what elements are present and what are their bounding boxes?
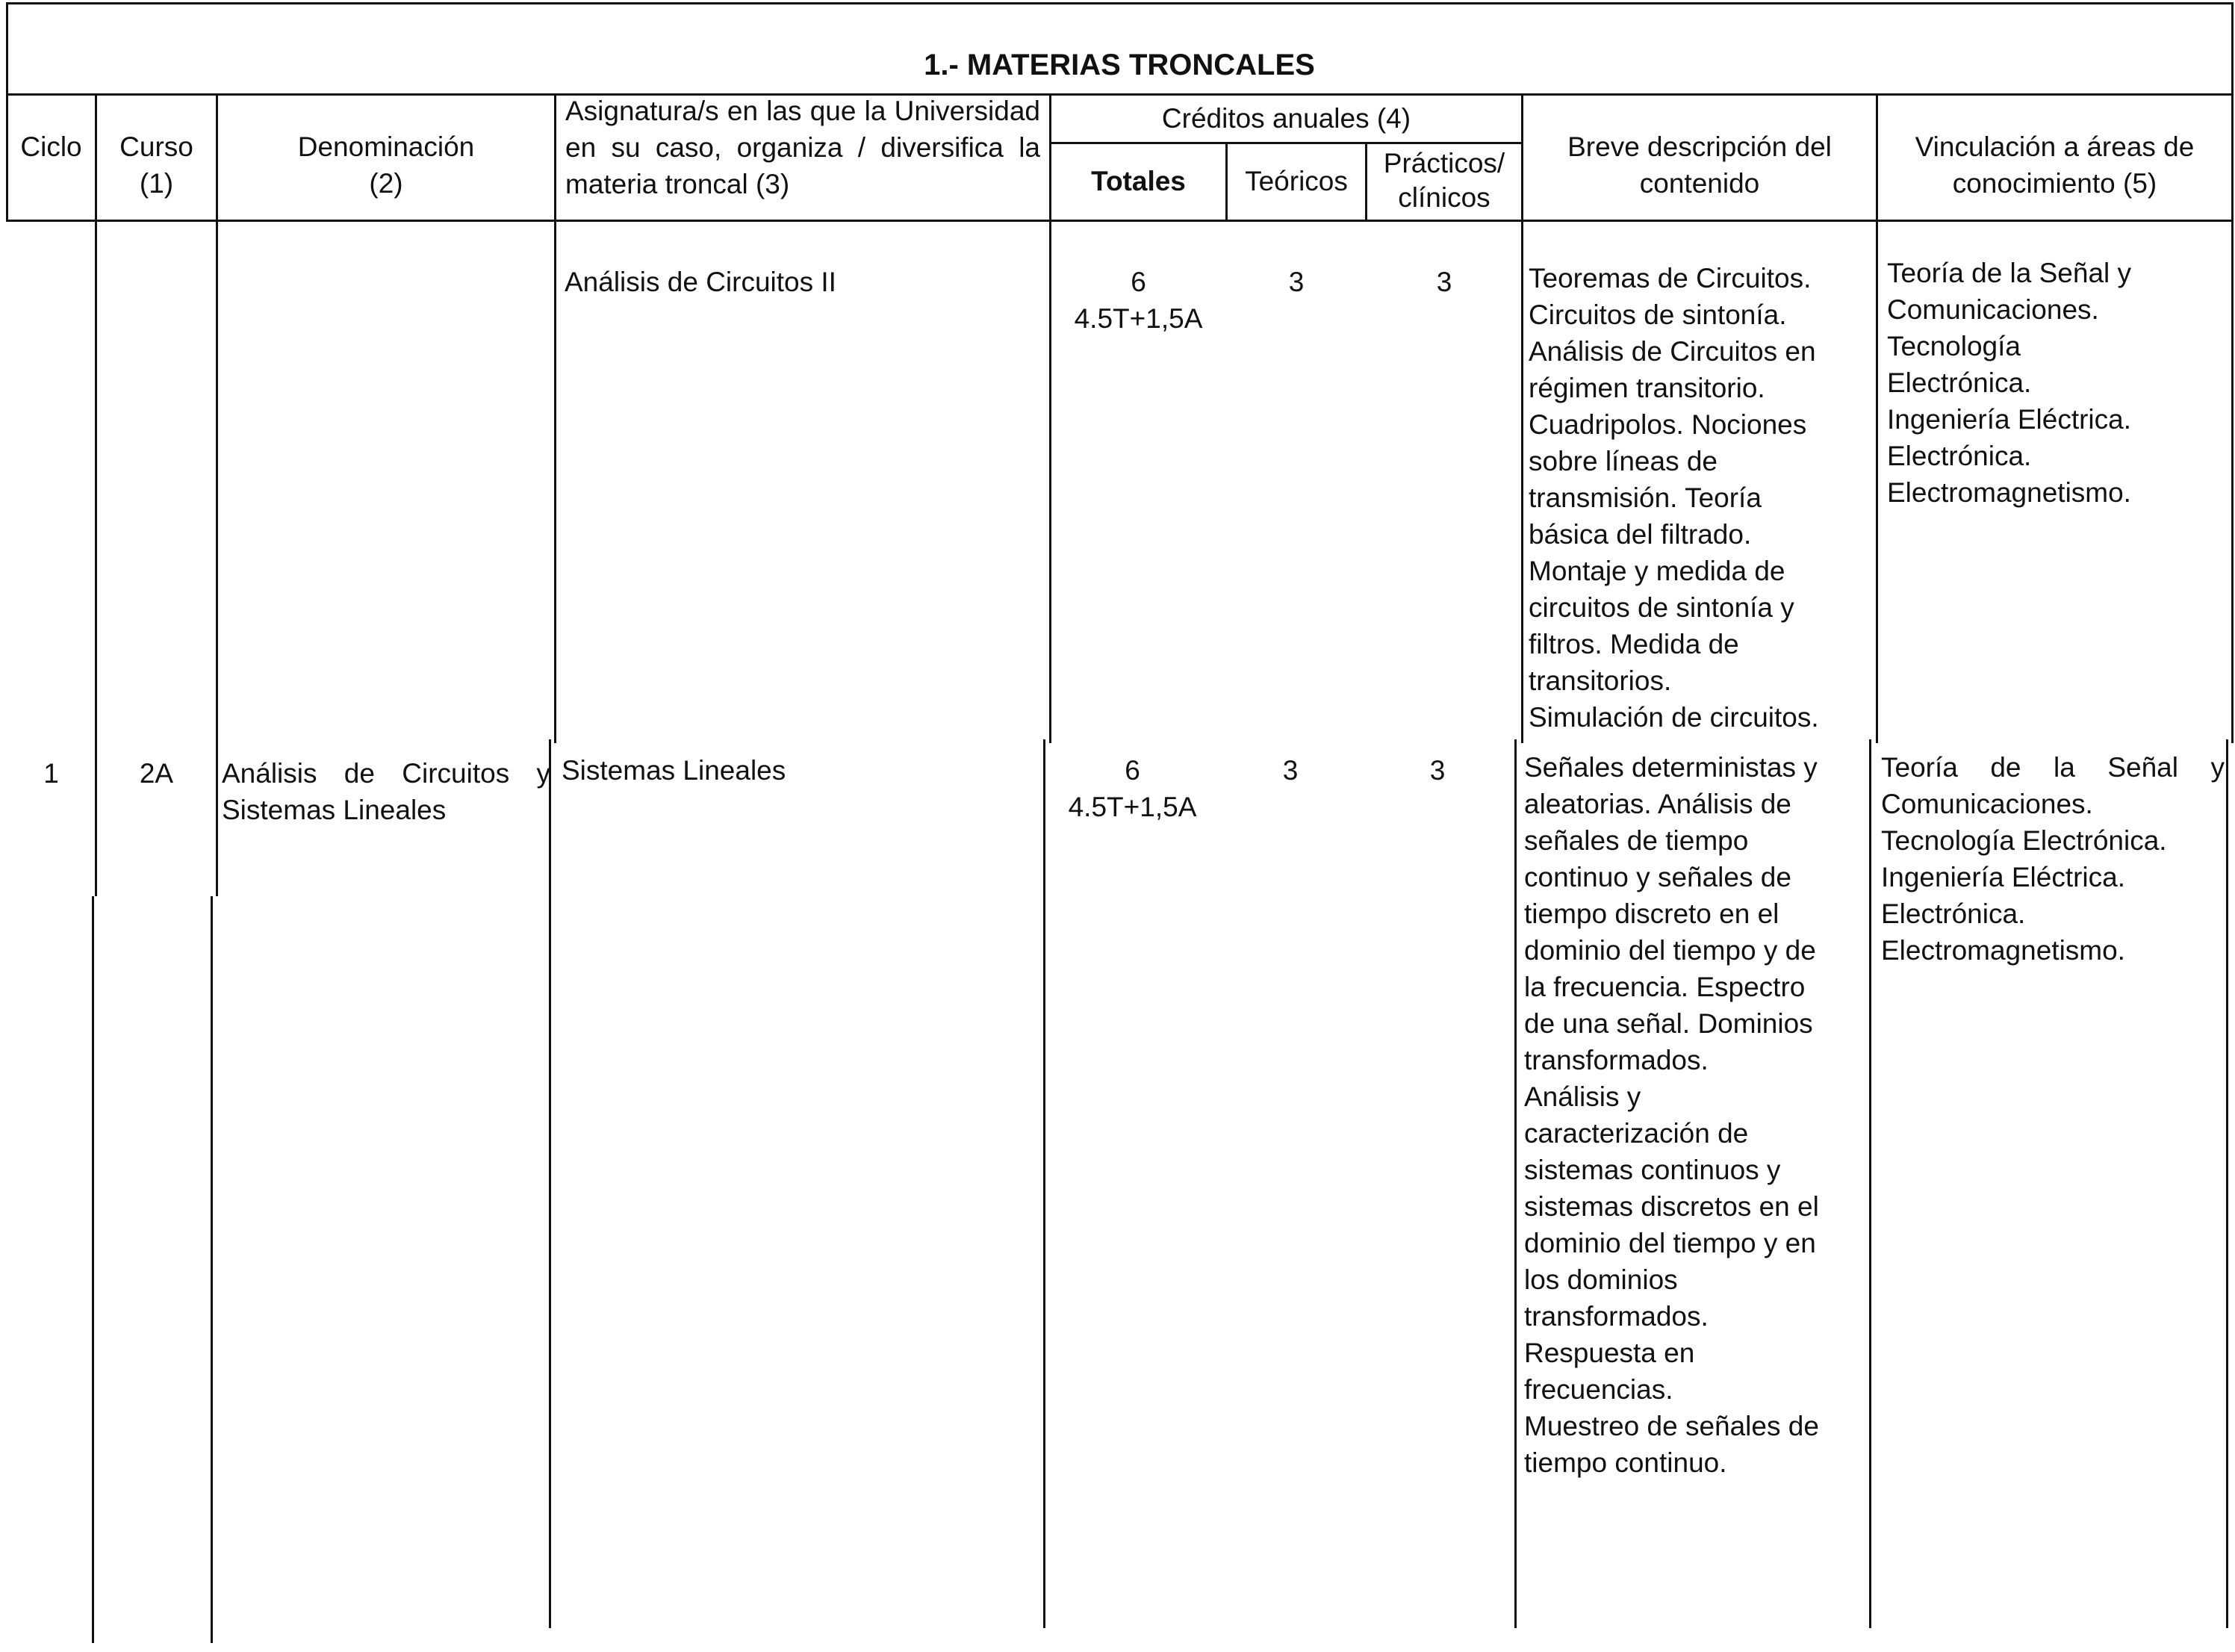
- row2-descripcion-line: tiempo continuo.: [1524, 1447, 1727, 1478]
- header-practicos-line: clínicos: [1398, 182, 1490, 213]
- header-curso-line: (1): [139, 168, 174, 199]
- header-asignatura: Asignatura/s en las que la Universidad en su caso, organiza / diversifica la materia troncal (3): [565, 96, 1040, 199]
- cell-curso: 2A: [139, 758, 174, 789]
- row2-descripcion-line: tiempo discreto en el: [1524, 898, 1779, 929]
- row2-descripcion-line: transformados.: [1524, 1301, 1709, 1332]
- header-descripcion-line: Breve descripción del: [1567, 131, 1832, 162]
- row1-vinculacion: [1887, 255, 2229, 511]
- header-teoricos: Teóricos: [1245, 166, 1348, 196]
- row1-descripcion-line: circuitos de sintonía y: [1529, 592, 1794, 623]
- row1-vinculacion-line: Tecnología: [1887, 331, 2021, 361]
- row1-descripcion-line: transitorios.: [1529, 665, 1672, 696]
- row2-totales: [1045, 752, 1219, 825]
- body-col-sep: [549, 739, 551, 1628]
- body-col-sep: [554, 220, 556, 743]
- cell-denominacion: [222, 755, 550, 828]
- header-denominacion-line: (2): [369, 168, 403, 199]
- row2-descripcion-line: transformados.: [1524, 1045, 1709, 1075]
- row1-descripcion-line: régimen transitorio.: [1529, 373, 1765, 403]
- row2-vinculacion-line: Electromagnetismo.: [1881, 935, 2125, 966]
- row2-descripcion-line: Análisis y: [1524, 1081, 1641, 1112]
- row2-descripcion-line: Respuesta en: [1524, 1338, 1695, 1368]
- row1-totales: [1051, 264, 1225, 337]
- header-ciclo: Ciclo: [20, 131, 82, 162]
- body-col-sep: [1869, 739, 1871, 1628]
- row1-vinculacion-line: Teoría de la Señal y: [1887, 258, 2132, 288]
- cell-denominacion-line: Sistemas Lineales: [222, 795, 447, 825]
- row2-descripcion-line: dominio del tiempo y en: [1524, 1228, 1816, 1258]
- row1-descripcion-line: Montaje y medida de: [1529, 556, 1785, 586]
- row2-totales-detail: 4.5T+1,5A: [1068, 792, 1197, 822]
- row2-descripcion: [1524, 749, 1869, 1481]
- row1-descripcion-line: transmisión. Teoría: [1529, 482, 1762, 513]
- body-col-sep: [92, 896, 94, 1643]
- header-descripcion: [1523, 128, 1876, 202]
- row2-descripcion-line: caracterización de: [1524, 1118, 1749, 1149]
- header-practicos-line: Prácticos/: [1383, 148, 1505, 178]
- cell-ciclo: 1: [43, 758, 59, 789]
- row1-vinculacion-line: Comunicaciones.: [1887, 294, 2099, 325]
- row2-descripcion-line: Señales deterministas y: [1524, 752, 1818, 783]
- row2-practicos: 3: [1429, 755, 1446, 786]
- table-right-border: [2231, 2, 2234, 220]
- row2-descripcion-line: Muestreo de señales de: [1524, 1411, 1819, 1441]
- row1-descripcion-line: Análisis de Circuitos en: [1529, 336, 1816, 367]
- row1-teoricos: 3: [1288, 267, 1305, 297]
- body-col-sep: [1043, 739, 1045, 1628]
- row1-totales-value: 6: [1131, 267, 1146, 297]
- table-left-border: [6, 2, 8, 220]
- header-denominacion: [218, 128, 554, 202]
- row1-descripcion-line: filtros. Medida de: [1529, 629, 1739, 659]
- header-vinculacion-line: Vinculación a áreas de: [1915, 131, 2195, 162]
- row2-descripcion-line: la frecuencia. Espectro: [1524, 972, 1806, 1002]
- row1-descripcion-line: Teoremas de Circuitos.: [1529, 263, 1812, 294]
- row2-descripcion-line: los dominios: [1524, 1264, 1678, 1295]
- col-sep: [554, 93, 556, 220]
- body-col-sep: [2231, 220, 2234, 743]
- page-title: 1.- MATERIAS TRONCALES: [924, 49, 1315, 81]
- body-col-sep: [211, 896, 213, 1643]
- body-col-sep: [1514, 739, 1517, 1628]
- body-col-sep: [216, 220, 218, 896]
- row1-vinculacion-line: Electrónica.: [1887, 441, 2032, 471]
- row1-vinculacion-line: Ingeniería Eléctrica.: [1887, 404, 2132, 435]
- row2-vinculacion-line: Tecnología Electrónica.: [1881, 825, 2167, 856]
- row2-vinculacion: [1881, 749, 2225, 969]
- row2-descripcion-line: frecuencias.: [1524, 1374, 1673, 1405]
- row1-descripcion-line: Cuadripolos. Nociones: [1529, 409, 1807, 440]
- body-col-sep: [2226, 739, 2228, 1628]
- row1-descripcion: [1529, 260, 1874, 736]
- row2-vinculacion-line: Ingeniería Eléctrica.: [1881, 862, 2126, 892]
- row2-vinculacion-line: Comunicaciones.: [1881, 789, 2093, 819]
- header-vinculacion-line: conocimiento (5): [1952, 168, 2157, 199]
- header-denominacion-line: Denominación: [297, 131, 475, 162]
- row2-vinculacion-line: Electrónica.: [1881, 898, 2026, 929]
- row1-vinculacion-line: Electromagnetismo.: [1887, 477, 2131, 508]
- header-totales: Totales: [1091, 166, 1186, 196]
- row2-descripcion-line: aleatorias. Análisis de: [1524, 789, 1791, 819]
- cell-denominacion-line: Análisis de Circuitos y: [222, 758, 550, 789]
- row2-teoricos: 3: [1282, 755, 1299, 786]
- row1-practicos: 3: [1436, 267, 1452, 297]
- body-col-sep: [1521, 220, 1523, 743]
- header-creditos: Créditos anuales (4): [1161, 103, 1411, 134]
- row2-descripcion-line: sistemas discretos en el: [1524, 1191, 1819, 1222]
- title-divider: [6, 93, 2234, 96]
- row2-descripcion-line: dominio del tiempo y de: [1524, 935, 1816, 966]
- table-top-border: [6, 2, 2234, 4]
- row1-descripcion-line: básica del filtrado.: [1529, 519, 1752, 550]
- row2-descripcion-line: de una señal. Dominios: [1524, 1008, 1813, 1039]
- header-practicos: [1367, 146, 1521, 215]
- row1-vinculacion-line: Electrónica.: [1887, 367, 2032, 398]
- row2-asignatura: Sistemas Lineales: [562, 755, 786, 786]
- header-bottom-border: [6, 220, 2234, 222]
- row1-descripcion-line: Simulación de circuitos.: [1529, 702, 1819, 733]
- header-descripcion-line: contenido: [1639, 168, 1760, 199]
- body-col-sep: [1876, 220, 1878, 743]
- row1-descripcion-line: sobre líneas de: [1529, 446, 1718, 476]
- row1-asignatura: Análisis de Circuitos II: [565, 267, 836, 297]
- row2-descripcion-line: sistemas continuos y: [1524, 1155, 1781, 1185]
- header-curso: [97, 128, 216, 202]
- row1-totales-detail: 4.5T+1,5A: [1074, 303, 1203, 334]
- row1-descripcion-line: Circuitos de sintonía.: [1529, 299, 1787, 330]
- row2-descripcion-line: continuo y señales de: [1524, 862, 1791, 892]
- row2-vinculacion-line: Teoría de la Señal y: [1881, 752, 2225, 783]
- creditos-subheader-divider: [1049, 142, 1521, 144]
- header-curso-line: Curso: [119, 131, 193, 162]
- body-col-sep: [95, 220, 97, 896]
- header-vinculacion: [1878, 128, 2231, 202]
- row2-totales-value: 6: [1125, 755, 1140, 786]
- row2-descripcion-line: señales de tiempo: [1524, 825, 1749, 856]
